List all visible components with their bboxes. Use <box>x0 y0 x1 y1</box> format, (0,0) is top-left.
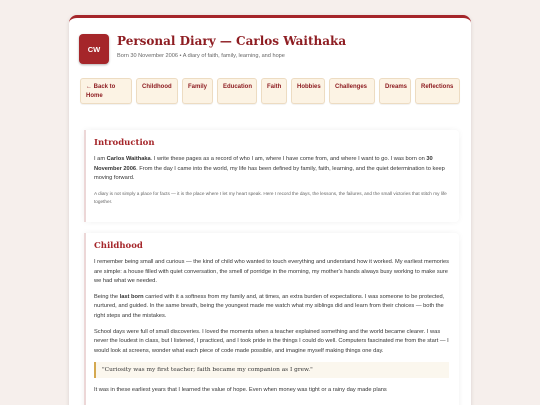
quote-block: "Curiosity was my first teacher; faith became my companion as I grew." <box>94 362 449 378</box>
childhood-paragraph: School days were full of small discoveries. I loved the moments when a teacher explained something and the world became clearer. I was never the loudest in class, but I listened, I practiced, and I took pride in the things I could do well. Computers fascinated me from the start — I would look at screens, wonder what each piece of code made possible, and imagine myself making things one day. <box>94 328 449 354</box>
section-heading: Introduction <box>94 138 155 148</box>
childhood-paragraph: It was in these earliest years that I learned the value of hope. Even when money was tight or a rainy day made plans <box>94 387 387 394</box>
intro-note: A diary is not simply a place for facts — it is the place where I let my heart speak. Here I record the days, the lessons, the failures, and the small victories that stitch my life together. <box>94 190 447 204</box>
back-home-link[interactable]: ← Back to Home <box>80 78 132 104</box>
nav-dreams[interactable]: Dreams <box>379 78 411 104</box>
page-title: Personal Diary — Carlos Waithaka <box>117 34 347 48</box>
avatar: CW <box>79 34 109 64</box>
nav-education[interactable]: Education <box>217 78 257 104</box>
section-heading: Childhood <box>94 241 143 251</box>
nav-challenges[interactable]: Challenges <box>329 78 375 104</box>
nav-reflections[interactable]: Reflections <box>415 78 460 104</box>
nav-childhood[interactable]: Childhood <box>136 78 178 104</box>
intro-paragraph: I am Carlos Waithaka. I write these pages as a record of who I am, where I have come from, and where I want to go. I was born on 30 November 2006. From the day I came into the world, my life has been defined by family, faith, learning, and the quiet determination to keep moving forward. <box>94 156 445 182</box>
diary-card <box>69 15 471 405</box>
childhood-paragraph: I remember being small and curious — the kind of child who wanted to touch everything and understand how it worked. My earliest memories are simple: a house filled with quiet conversation, the smell of porridge in the morning, my mother's hands always busy working to make sure we had what we needed. <box>94 259 450 285</box>
nav-hobbies[interactable]: Hobbies <box>291 78 325 104</box>
nav-faith[interactable]: Faith <box>261 78 287 104</box>
nav-family[interactable]: Family <box>182 78 213 104</box>
page-subtitle: Born 30 November 2006 • A diary of faith, family, learning, and hope <box>117 53 285 59</box>
section-childhood <box>84 233 459 405</box>
section-nav <box>80 78 462 104</box>
section-introduction <box>84 130 459 222</box>
page-header <box>79 34 459 80</box>
childhood-paragraph: Being the last born carried with it a softness from my family and, at times, an extra burden of expectations. I was someone to be protected, nurtured, and guided. In the same breath, being the youngest made me watch what my siblings did and learn from their choices — both the right steps and the mistakes. <box>94 293 445 319</box>
